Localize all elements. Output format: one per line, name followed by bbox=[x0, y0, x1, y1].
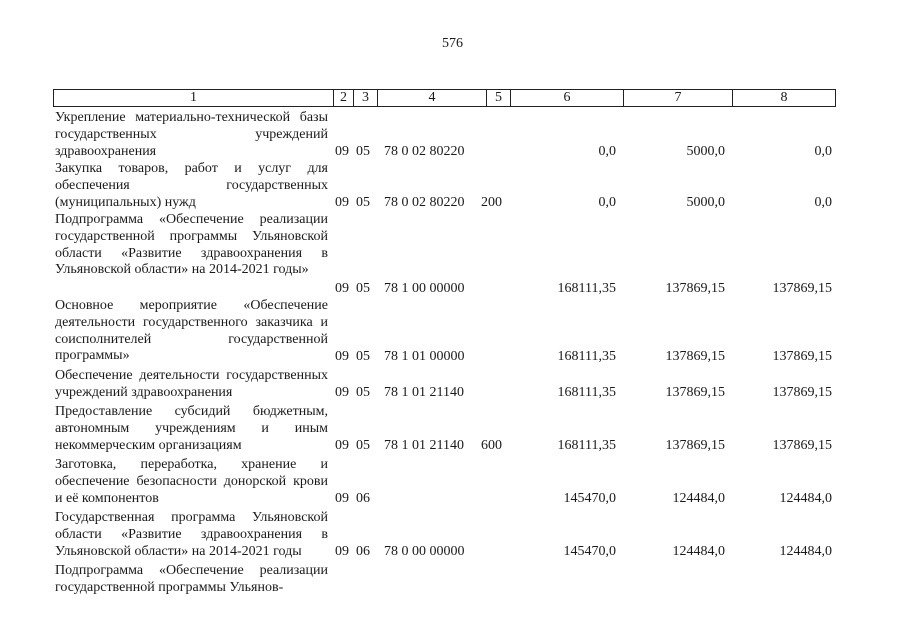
cell-expense-type: 600 bbox=[481, 438, 502, 454]
cell-target-code: 78 1 01 00000 bbox=[384, 349, 465, 365]
header-col-7: 7 bbox=[624, 90, 733, 106]
row-description: Обеспечение деятельности государственных учреждений здравоохранения bbox=[55, 368, 328, 400]
cell-subsection: 05 bbox=[356, 281, 370, 297]
cell-amount-3: 137869,15 bbox=[772, 385, 832, 401]
table-row bbox=[55, 404, 845, 455]
cell-subsection: 05 bbox=[356, 349, 370, 365]
cell-amount-2: 137869,15 bbox=[665, 438, 725, 454]
header-col-4: 4 bbox=[378, 90, 487, 106]
cell-amount-1: 168111,35 bbox=[557, 281, 616, 297]
cell-amount-3: 0,0 bbox=[814, 144, 832, 160]
cell-subsection: 05 bbox=[356, 438, 370, 454]
cell-section: 09 bbox=[335, 438, 349, 454]
cell-amount-3: 137869,15 bbox=[772, 438, 832, 454]
row-description: Подпрограмма «Обеспечение реализации государственной программы Ульянов- bbox=[55, 563, 328, 595]
header-col-8: 8 bbox=[780, 90, 788, 105]
page-number: 576 bbox=[442, 36, 463, 51]
cell-amount-1: 0,0 bbox=[598, 144, 616, 160]
cell-subsection: 05 bbox=[356, 385, 370, 401]
cell-amount-3: 124484,0 bbox=[779, 544, 832, 560]
cell-amount-1: 145470,0 bbox=[563, 491, 616, 507]
header-col-6: 6 bbox=[511, 90, 624, 106]
cell-subsection: 06 bbox=[356, 491, 370, 507]
cell-target-code: 78 1 00 00000 bbox=[384, 281, 465, 297]
table-row bbox=[55, 510, 845, 561]
cell-section: 09 bbox=[335, 349, 349, 365]
cell-target-code: 78 1 01 21140 bbox=[384, 385, 464, 401]
cell-amount-3: 124484,0 bbox=[779, 491, 832, 507]
cell-expense-type: 200 bbox=[481, 195, 502, 211]
cell-amount-2: 124484,0 bbox=[672, 491, 725, 507]
cell-section: 09 bbox=[335, 144, 349, 160]
cell-subsection: 05 bbox=[356, 144, 370, 160]
table-row bbox=[55, 212, 845, 298]
table-row bbox=[55, 368, 845, 402]
row-description: Предоставление субсидий бюджетным, автономным учреждениям и иным некоммерческим организациям bbox=[55, 404, 328, 453]
cell-amount-2: 137869,15 bbox=[665, 349, 725, 365]
row-description: Заготовка, переработка, хранение и обеспечение безопасности донорской крови и её компонентов bbox=[55, 457, 328, 506]
table-row bbox=[55, 298, 845, 366]
cell-subsection: 06 bbox=[356, 544, 370, 560]
row-description: Основное мероприятие «Обеспечение деятельности государственного заказчика и соисполнителей государственной программы» bbox=[55, 298, 328, 364]
cell-target-code: 78 0 00 00000 bbox=[384, 544, 465, 560]
cell-amount-3: 0,0 bbox=[814, 195, 832, 211]
row-description: Подпрограмма «Обеспечение реализации государственной программы Ульяновской области «Развитие здравоохранения в Ульяновской области» на 2014-2021 годы» bbox=[55, 212, 328, 278]
table-row bbox=[55, 563, 845, 597]
cell-amount-2: 124484,0 bbox=[672, 544, 725, 560]
header-col-1: 1 bbox=[54, 90, 334, 106]
table-row bbox=[55, 161, 845, 212]
header-col-2: 2 bbox=[334, 90, 354, 106]
cell-subsection: 05 bbox=[356, 195, 370, 211]
cell-target-code: 78 1 01 21140 bbox=[384, 438, 464, 454]
cell-section: 09 bbox=[335, 491, 349, 507]
cell-section: 09 bbox=[335, 544, 349, 560]
cell-section: 09 bbox=[335, 385, 349, 401]
cell-target-code: 78 0 02 80220 bbox=[384, 144, 465, 160]
row-description: Государственная программа Ульяновской области «Развитие здравоохранения в Ульяновской области» на 2014-2021 годы bbox=[55, 510, 328, 559]
cell-amount-2: 137869,15 bbox=[665, 385, 725, 401]
cell-section: 09 bbox=[335, 281, 349, 297]
cell-amount-2: 5000,0 bbox=[686, 144, 725, 160]
table-header bbox=[53, 89, 836, 107]
cell-target-code: 78 0 02 80220 bbox=[384, 195, 465, 211]
cell-amount-2: 137869,15 bbox=[665, 281, 725, 297]
cell-amount-3: 137869,15 bbox=[772, 281, 832, 297]
cell-amount-1: 145470,0 bbox=[563, 544, 616, 560]
cell-amount-1: 0,0 bbox=[598, 195, 616, 211]
table-row bbox=[55, 110, 845, 161]
cell-amount-1: 168111,35 bbox=[557, 349, 616, 365]
cell-section: 09 bbox=[335, 195, 349, 211]
row-description: Закупка товаров, работ и услуг для обеспечения государственных (муниципальных) нужд bbox=[55, 161, 328, 210]
cell-amount-3: 137869,15 bbox=[772, 349, 832, 365]
row-description: Укрепление материально-технической базы государственных учреждений здравоохранения bbox=[55, 110, 328, 159]
cell-amount-1: 168111,35 bbox=[557, 385, 616, 401]
cell-amount-2: 5000,0 bbox=[686, 195, 725, 211]
header-col-5: 5 bbox=[487, 90, 511, 106]
table-row bbox=[55, 457, 845, 508]
cell-amount-1: 168111,35 bbox=[557, 438, 616, 454]
header-col-3: 3 bbox=[354, 90, 378, 106]
